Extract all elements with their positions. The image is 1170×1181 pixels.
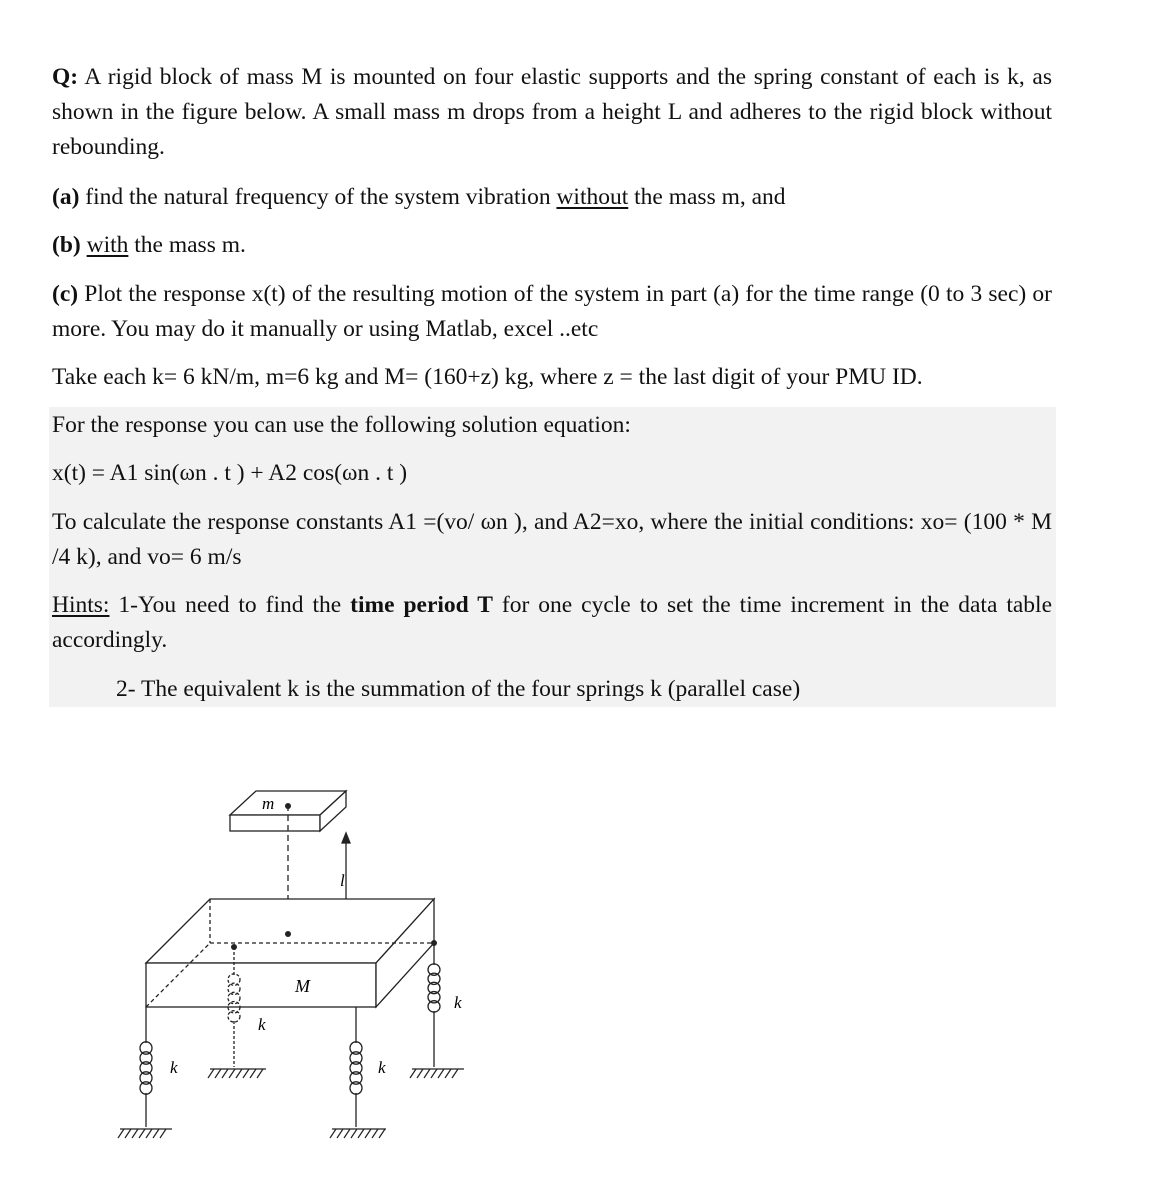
part-c-label: (c) (52, 281, 79, 307)
hint-1-bold: time period T (350, 592, 493, 618)
hint-1-text: 1-You need to find the (109, 592, 351, 618)
spring-front-right (350, 1007, 362, 1127)
solution-equation: x(t) = A1 sin(ωn . t ) + A2 cos(ωn . t ) (52, 460, 408, 486)
height-label: l (340, 871, 345, 890)
ground-front-left (118, 1129, 172, 1138)
hint-2: 2- The equivalent k is the summation of the four springs k (parallel case) (116, 676, 801, 702)
part-a-text: find the natural frequency of the system vibration (79, 184, 557, 210)
hint-1 (52, 588, 1052, 658)
given-values: Take each k= 6 kN/m, m=6 kg and M= (160+z) kg, where z = the last digit of your PMU ID. (52, 364, 923, 390)
question-label: Q: (52, 64, 79, 90)
part-b-underlined: with (86, 232, 129, 258)
part-b (52, 228, 1052, 263)
part-c-text: Plot the response x(t) of the resulting motion of the system in part (a) for the time range (0 to 3 sec) or more. You may do it manually or using Matlab, excel ..etc (52, 281, 1052, 342)
spring-label-back-right: k (454, 993, 462, 1012)
rigid-block (146, 899, 434, 1007)
part-c (52, 277, 1052, 347)
question-text: A rigid block of mass M is mounted on four elastic supports and the spring constant of each is k, as shown in the figure below. A small mass m drops from a height L and adheres to the rigid block without rebounding. (52, 64, 1052, 160)
response-constants: To calculate the response constants A1 =(vo/ ωn ), and A2=xo, where the initial conditions: xo= (100 * M /4 k), and vo= 6 m/s (52, 509, 1052, 570)
response-intro: For the response you can use the following solution equation: (52, 412, 631, 438)
grounds (118, 1069, 464, 1138)
part-b-label: (b) (52, 232, 81, 258)
part-a-label: (a) (52, 184, 80, 210)
small-mass-label: m (262, 794, 275, 813)
hints-label: Hints: (52, 592, 110, 618)
spring-label-back-left: k (258, 1015, 266, 1034)
spring-front-left (140, 1007, 152, 1127)
part-a-text-end: the mass m, and (628, 184, 786, 210)
part-a-underlined: without (556, 184, 629, 210)
ground-front-right (330, 1129, 386, 1138)
ground-back-right (410, 1069, 464, 1078)
part-a (52, 180, 1052, 215)
impact-point (285, 931, 291, 937)
spring-back-right (428, 943, 440, 1067)
spring-label-front-left: k (170, 1058, 178, 1077)
hint-1-text-end: for one cycle to set the time increment in the data table accordingly. (52, 592, 1052, 653)
spring-label-front-right: k (378, 1058, 386, 1077)
ground-back-left (208, 1069, 266, 1078)
mass-center-point (285, 803, 291, 809)
part-b-text: the mass m. (128, 232, 246, 258)
mass-spring-figure (100, 775, 500, 1155)
block-label: M (295, 976, 310, 996)
question-paragraph (52, 60, 1052, 165)
